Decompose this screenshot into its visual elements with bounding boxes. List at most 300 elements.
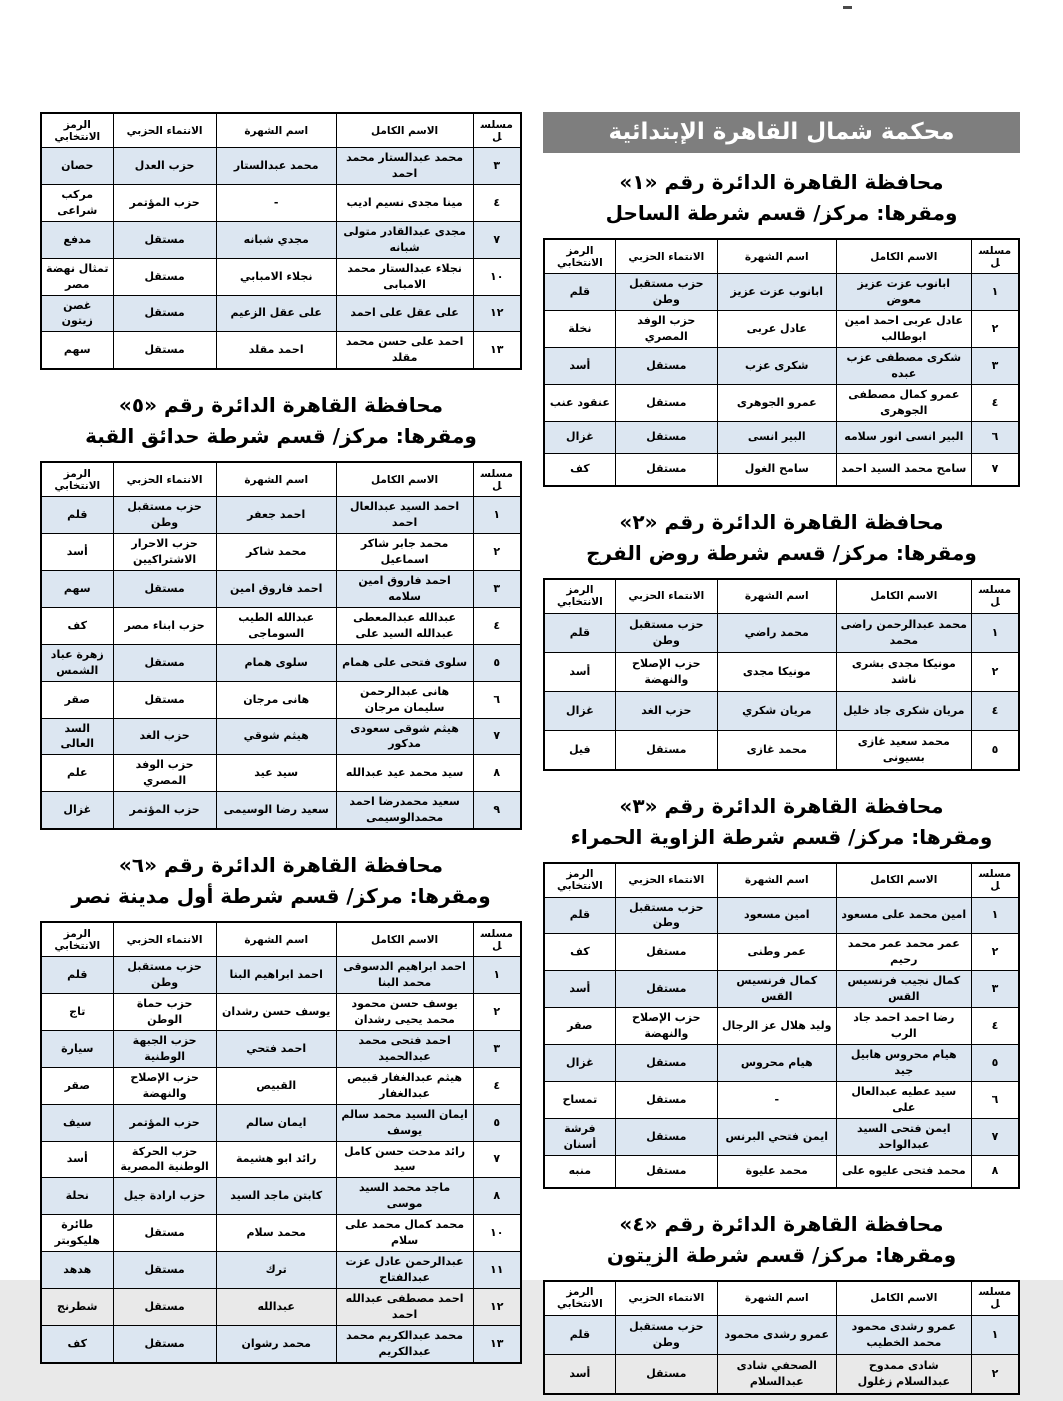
cell-known-name: ايمان سالم [216, 1104, 336, 1141]
cell-full-name: ابانوب عزت عزيز معوض [836, 274, 971, 311]
cell-party: حزب المؤتمر [113, 1104, 216, 1141]
cell-party: مستقل [615, 1118, 717, 1155]
cell-party: مستقل [615, 421, 717, 453]
col-header-symbol: الرمز الانتخابي [41, 922, 113, 957]
cell-serial: ٥ [972, 1045, 1020, 1082]
district-1-title-line2: ومقرها: مركز/ قسم شرطة الساحل [605, 201, 958, 225]
candidate-row [544, 1045, 1019, 1082]
candidate-row [544, 453, 1019, 486]
cell-symbol: سهم [41, 571, 113, 608]
col-header-serial: مسلسل [972, 863, 1020, 898]
candidate-row [544, 384, 1019, 421]
cell-full-name: البير انسى انور سلامه [836, 421, 971, 453]
cell-party: مستقل [615, 1081, 717, 1118]
cell-party: مستقل [615, 1155, 717, 1188]
cell-full-name: امين محمد على مسعود [836, 897, 971, 934]
district-1-title-line1: محافظة القاهرة الدائرة رقم «١» [619, 170, 944, 194]
table-header-row [544, 863, 1019, 898]
cell-serial: ١٢ [473, 295, 521, 332]
cell-symbol: قلم [544, 1315, 615, 1354]
cell-known-name: الصحفي شادى عبدالسلام [717, 1354, 836, 1394]
cell-symbol: قلم [41, 957, 113, 994]
cell-symbol: فرشة أسنان [544, 1118, 615, 1155]
cell-serial: ٢ [473, 994, 521, 1031]
cell-full-name: ايمن فتحى السيد عبدالواحد [836, 1118, 971, 1155]
cell-party: حزب مستقبل وطن [615, 1315, 717, 1354]
table-header-row [544, 239, 1019, 274]
cell-symbol: نخلة [544, 310, 615, 347]
cell-symbol: سيف [41, 1104, 113, 1141]
col-header-full-name: الاسم الكامل [836, 239, 971, 274]
cell-serial: ٨ [972, 1155, 1020, 1188]
candidate-row [41, 1215, 521, 1252]
cell-known-name: محمد شاكر [216, 534, 336, 571]
district-3-table [543, 862, 1020, 1189]
cell-serial: ٤ [473, 184, 521, 221]
cell-known-name: مريان شكري [717, 691, 836, 730]
cell-known-name: عمر وطنى [717, 934, 836, 971]
candidate-row [544, 897, 1019, 934]
cell-party: حزب ابناء مصر [113, 607, 216, 644]
cell-full-name: هانى عبدالرحمن سليمان مرجان [336, 681, 473, 718]
cell-full-name: محمد فتحى عليوه على [836, 1155, 971, 1188]
cell-known-name: احمد فتحي [216, 1030, 336, 1067]
district-5-title [40, 390, 522, 452]
cell-known-name: محمد رشوان [216, 1325, 336, 1362]
cell-known-name: على عقل الزعيم [216, 295, 336, 332]
cell-symbol: غزال [544, 421, 615, 453]
cell-serial: ٤ [473, 1067, 521, 1104]
cell-full-name: احمد على حسن محمد مقلد [336, 332, 473, 369]
col-header-serial: مسلسل [473, 462, 521, 497]
candidate-row [544, 934, 1019, 971]
district-3-title [543, 791, 1020, 853]
cell-symbol: منبه [544, 1155, 615, 1188]
candidate-row [41, 497, 521, 534]
cell-full-name: احمد مصطفى عبدالله احمد [336, 1289, 473, 1326]
cell-full-name: احمد فتحى محمد عبدالحميد [336, 1030, 473, 1067]
cell-party: حزب الجبهة الوطنية [113, 1030, 216, 1067]
col-header-full-name: الاسم الكامل [836, 579, 971, 614]
cell-known-name: محمد سلام [216, 1215, 336, 1252]
cell-serial: ١ [473, 957, 521, 994]
candidate-row [41, 1289, 521, 1326]
candidate-row [41, 1104, 521, 1141]
cell-symbol: هدهد [41, 1252, 113, 1289]
cell-party: حزب ارادة جيل [113, 1178, 216, 1215]
cell-party: حزب مستقبل وطن [615, 897, 717, 934]
cell-known-name: عبدالله الطيب السوماجى [216, 607, 336, 644]
cell-known-name: كمال فرنسيس القس [717, 971, 836, 1008]
cell-known-name: محمد راضي [717, 613, 836, 652]
cell-full-name: مجدى عبدالقادر متولى شبانه [336, 221, 473, 258]
candidate-row [544, 1354, 1019, 1394]
cell-known-name: هانى مرجان [216, 681, 336, 718]
cell-known-name: احمد ابراهيم البنا [216, 957, 336, 994]
col-header-party: الانتماء الحزبي [615, 1281, 717, 1316]
candidate-row [41, 534, 521, 571]
cell-party: حزب المؤتمر [113, 184, 216, 221]
col-header-symbol: الرمز الانتخابي [544, 863, 615, 898]
col-header-symbol: الرمز الانتخابي [41, 462, 113, 497]
cell-known-name: - [216, 184, 336, 221]
district-2-title-line1: محافظة القاهرة الدائرة رقم «٢» [619, 509, 944, 534]
district-2-title [543, 507, 1020, 569]
district-2-title-line2: ومقرها: مركز/ قسم شرطة روض الفرج [586, 540, 977, 565]
candidate-row [41, 571, 521, 608]
cell-full-name: محمد سعيد غازى بسيونى [836, 730, 971, 770]
candidate-row [544, 347, 1019, 384]
col-header-full-name: الاسم الكامل [336, 113, 473, 148]
cell-full-name: محمد جابر شاكر اسماعيل [336, 534, 473, 571]
cell-full-name: كمال نجيب فرنسيس القس [836, 971, 971, 1008]
cell-serial: ٧ [473, 1141, 521, 1178]
cell-party: مستقل [113, 221, 216, 258]
cell-serial: ١١ [473, 1252, 521, 1289]
candidate-row [544, 1008, 1019, 1045]
cell-serial: ٦ [972, 421, 1020, 453]
cell-symbol: مدفع [41, 221, 113, 258]
cell-party: مستقل [615, 347, 717, 384]
cell-full-name: سيد محمد عيد عبدالله [336, 755, 473, 792]
cell-party: حزب العدل [113, 148, 216, 185]
cell-known-name: سعيد رضا الوسيمى [216, 792, 336, 829]
cell-party: حزب الوفد المصري [615, 310, 717, 347]
cell-serial: ٣ [473, 1030, 521, 1067]
cell-party: حزب الغد [113, 718, 216, 755]
cell-symbol: كف [41, 1325, 113, 1362]
candidate-row [544, 1315, 1019, 1354]
cell-serial: ٣ [473, 571, 521, 608]
cell-serial: ٣ [473, 148, 521, 185]
cell-known-name: ابانوب عزت عزيز [717, 274, 836, 311]
cell-full-name: نجلاء عبدالستار محمد الامبابى [336, 258, 473, 295]
cell-full-name: يوسف حسن محمود محمد يحيى رشدان [336, 994, 473, 1031]
right-column [543, 112, 1020, 1401]
candidate-row [41, 148, 521, 185]
cell-full-name: مريان شكرى جاد خليل [836, 691, 971, 730]
candidate-row [41, 1067, 521, 1104]
col-header-serial: مسلسل [972, 1281, 1020, 1316]
cell-known-name: محمد عليوة [717, 1155, 836, 1188]
candidate-row [41, 755, 521, 792]
candidate-row [544, 274, 1019, 311]
col-header-known-name: اسم الشهرة [717, 239, 836, 274]
candidate-row [544, 421, 1019, 453]
cell-known-name: عمرو رشدى محمود [717, 1315, 836, 1354]
district-1-title [543, 167, 1020, 229]
cell-full-name: رضا احمد احمد جاد الرب [836, 1008, 971, 1045]
candidate-row [41, 1030, 521, 1067]
candidate-row [41, 644, 521, 681]
cell-symbol: أسد [41, 534, 113, 571]
candidate-row [41, 607, 521, 644]
cell-party: مستقل [113, 1289, 216, 1326]
cell-serial: ١٣ [473, 1325, 521, 1362]
cell-party: حزب مستقبل وطن [615, 613, 717, 652]
cell-symbol: غصن زيتون [41, 295, 113, 332]
candidate-row [544, 613, 1019, 652]
district-5-title-line2: ومقرها: مركز/ قسم شرطة حدائق القبة [85, 424, 477, 449]
cell-serial: ٥ [972, 730, 1020, 770]
cell-symbol: أسد [544, 347, 615, 384]
court-header-banner: محكمة شمال القاهرة الإبتدائية [543, 112, 1020, 153]
cell-symbol: علم [41, 755, 113, 792]
cell-party: مستقل [615, 730, 717, 770]
cell-party: مستقل [113, 1325, 216, 1362]
candidate-row [41, 1252, 521, 1289]
cell-symbol: غزال [41, 792, 113, 829]
cell-party: مستقل [615, 1045, 717, 1082]
cell-party: حزب حماة الوطن [113, 994, 216, 1031]
cell-serial: ٢ [972, 934, 1020, 971]
cell-symbol: غزال [544, 1045, 615, 1082]
candidate-row [41, 221, 521, 258]
cell-symbol: تاج [41, 994, 113, 1031]
cell-known-name: محمد عبدالستار [216, 148, 336, 185]
cell-serial: ٧ [473, 718, 521, 755]
district-6-title-line1: محافظة القاهرة الدائرة رقم «٦» [118, 853, 444, 878]
cell-serial: ٤ [972, 691, 1020, 730]
cell-full-name: هيثم عبدالغفار قبيص عبدالغفار [336, 1067, 473, 1104]
candidate-row [41, 718, 521, 755]
cell-symbol: قلم [544, 897, 615, 934]
col-header-symbol: الرمز الانتخابي [544, 1281, 615, 1316]
cell-party: مستقل [113, 295, 216, 332]
cell-party: مستقل [615, 384, 717, 421]
cell-known-name: محمد غازى [717, 730, 836, 770]
cell-party: حزب الحركة الوطنية المصرية [113, 1141, 216, 1178]
cell-serial: ٢ [972, 1354, 1020, 1394]
candidate-row [544, 652, 1019, 691]
candidate-row [544, 730, 1019, 770]
cell-symbol: سيارة [41, 1030, 113, 1067]
district-6-table [40, 921, 522, 1364]
cell-serial: ٥ [473, 644, 521, 681]
cell-full-name: احمد ابراهيم الدسوقى محمد البنا [336, 957, 473, 994]
district-4-title [543, 1209, 1020, 1271]
cell-party: حزب الاحرار الاشتراكيين [113, 534, 216, 571]
cell-party: مستقل [615, 934, 717, 971]
cell-full-name: عبدالله عبدالمعطى عبدالله السيد على [336, 607, 473, 644]
candidate-row [41, 295, 521, 332]
col-header-party: الانتماء الحزبي [113, 922, 216, 957]
cell-full-name: سامح محمد السيد احمد [836, 453, 971, 486]
cell-full-name: محمد عبدالستار محمد احمد [336, 148, 473, 185]
cell-party: حزب الغد [615, 691, 717, 730]
cell-party: حزب الوفد المصري [113, 755, 216, 792]
cell-symbol: غزال [544, 691, 615, 730]
cell-known-name: كابتن ماجد السيد [216, 1178, 336, 1215]
cell-symbol: أسد [41, 1141, 113, 1178]
col-header-serial: مسلسل [473, 922, 521, 957]
cell-symbol: تمساح [544, 1081, 615, 1118]
cell-known-name: مونيكا مجدى [717, 652, 836, 691]
col-header-full-name: الاسم الكامل [836, 1281, 971, 1316]
cell-symbol: تمثال نهضة مصر [41, 258, 113, 295]
col-header-known-name: اسم الشهرة [717, 579, 836, 614]
scan-artifact-mark [843, 6, 852, 9]
cell-known-name: هيام محروس [717, 1045, 836, 1082]
col-header-symbol: الرمز الانتخابي [544, 239, 615, 274]
col-header-party: الانتماء الحزبي [615, 239, 717, 274]
cell-known-name: احمد فاروق امين [216, 571, 336, 608]
cell-full-name: ماجد محمد السيد موسى [336, 1178, 473, 1215]
candidate-row [544, 310, 1019, 347]
cell-serial: ١ [473, 497, 521, 534]
cell-symbol: كف [544, 453, 615, 486]
cell-serial: ٧ [473, 221, 521, 258]
cell-known-name: وليد هلال عز الرجال [717, 1008, 836, 1045]
candidate-row [41, 1325, 521, 1362]
cell-full-name: محمد عبدالكريم محمد عبدالكريم [336, 1325, 473, 1362]
cell-symbol: أسد [544, 1354, 615, 1394]
district-3-title-line1: محافظة القاهرة الدائرة رقم «٣» [619, 793, 944, 818]
cell-known-name: البير انسى [717, 421, 836, 453]
district-4-table [543, 1280, 1020, 1395]
cell-known-name: احمد جعفر [216, 497, 336, 534]
cell-party: حزب الإصلاح والنهضة [113, 1067, 216, 1104]
col-header-symbol: الرمز الانتخابي [41, 113, 113, 148]
cell-full-name: سعيد محمدرضا احمد محمدالوسيمى [336, 792, 473, 829]
district-6-title [40, 850, 522, 912]
candidate-row [41, 184, 521, 221]
cell-known-name: مجدي شبانه [216, 221, 336, 258]
cell-serial: ١٠ [473, 258, 521, 295]
candidate-row [544, 1081, 1019, 1118]
cell-known-name: ترك [216, 1252, 336, 1289]
cell-serial: ١ [972, 274, 1020, 311]
cell-full-name: عمر محمد عمر محمد رحيم [836, 934, 971, 971]
cell-symbol: فيل [544, 730, 615, 770]
cell-symbol: قلم [544, 274, 615, 311]
cell-full-name: شادى ممدوح عبدالسلام زغلول [836, 1354, 971, 1394]
cell-party: مستقل [615, 971, 717, 1008]
district-5-title-line1: محافظة القاهرة الدائرة رقم «٥» [118, 393, 444, 418]
col-header-full-name: الاسم الكامل [336, 462, 473, 497]
cell-serial: ٨ [473, 1178, 521, 1215]
col-header-known-name: اسم الشهرة [216, 113, 336, 148]
col-header-symbol: الرمز الانتخابي [544, 579, 615, 614]
cell-serial: ٧ [972, 1118, 1020, 1155]
cell-known-name: يوسف حسن رشدان [216, 994, 336, 1031]
col-header-party: الانتماء الحزبي [113, 462, 216, 497]
cell-serial: ٢ [473, 534, 521, 571]
cell-symbol: قلم [544, 613, 615, 652]
cell-party: حزب المؤتمر [113, 792, 216, 829]
cell-serial: ٢ [972, 652, 1020, 691]
candidate-row [544, 1118, 1019, 1155]
col-header-full-name: الاسم الكامل [836, 863, 971, 898]
col-header-serial: مسلسل [972, 239, 1020, 274]
cell-serial: ٤ [473, 607, 521, 644]
cell-party: مستقل [113, 681, 216, 718]
cell-serial: ٩ [473, 792, 521, 829]
cell-full-name: سلوى فتحى على همام [336, 644, 473, 681]
cell-party: مستقل [113, 258, 216, 295]
cell-full-name: عمرو رشدى محمود محمد الخطيب [836, 1315, 971, 1354]
col-header-known-name: اسم الشهرة [216, 922, 336, 957]
cell-full-name: مونيكا مجدى بشرى ناشد [836, 652, 971, 691]
cell-full-name: سيد عطيه عبدالعال على [836, 1081, 971, 1118]
cell-party: مستقل [113, 1215, 216, 1252]
cell-symbol: صقر [41, 681, 113, 718]
candidate-row [544, 971, 1019, 1008]
cell-serial: ٦ [473, 681, 521, 718]
cell-symbol: حصان [41, 148, 113, 185]
cell-full-name: هيام محروس هابيل جيد [836, 1045, 971, 1082]
col-header-known-name: اسم الشهرة [216, 462, 336, 497]
cell-party: حزب الإصلاح والنهضة [615, 1008, 717, 1045]
cell-symbol: مركب شراعى [41, 184, 113, 221]
cell-known-name: امين مسعود [717, 897, 836, 934]
cell-symbol: السد العالى [41, 718, 113, 755]
cell-party: حزب مستقبل وطن [113, 957, 216, 994]
cell-serial: ٥ [473, 1104, 521, 1141]
cell-serial: ٣ [972, 347, 1020, 384]
candidate-row [41, 681, 521, 718]
cell-party: مستقل [113, 644, 216, 681]
col-header-party: الانتماء الحزبي [113, 113, 216, 148]
cell-serial: ١ [972, 1315, 1020, 1354]
cell-known-name: عمرو الجوهرى [717, 384, 836, 421]
district-5-table [40, 461, 522, 830]
cell-symbol: كف [544, 934, 615, 971]
candidate-row [41, 1141, 521, 1178]
cell-known-name: ايمن فتحي البرنس [717, 1118, 836, 1155]
cell-symbol: نحلة [41, 1178, 113, 1215]
cell-serial: ٦ [972, 1081, 1020, 1118]
col-header-serial: مسلسل [473, 113, 521, 148]
district-4-title-line1: محافظة القاهرة الدائرة رقم «٤» [619, 1211, 944, 1236]
continuation-table [40, 112, 522, 370]
cell-full-name: احمد فاروق امين سلامه [336, 571, 473, 608]
cell-symbol: زهرة عباد الشمس [41, 644, 113, 681]
col-header-known-name: اسم الشهرة [717, 863, 836, 898]
cell-known-name: - [717, 1081, 836, 1118]
cell-party: مستقل [615, 453, 717, 486]
cell-full-name: احمد السيد عبدالعال احمد [336, 497, 473, 534]
cell-known-name: عادل عربى [717, 310, 836, 347]
candidate-row [41, 1178, 521, 1215]
cell-symbol: كف [41, 607, 113, 644]
cell-symbol: عنقود عنب [544, 384, 615, 421]
cell-full-name: محمد عبدالرحمن راضى محمد [836, 613, 971, 652]
candidate-row [41, 792, 521, 829]
cell-party: حزب مستقبل وطن [113, 497, 216, 534]
cell-party: حزب مستقبل وطن [615, 274, 717, 311]
cell-serial: ١٠ [473, 1215, 521, 1252]
cell-known-name: هيثم شوقي [216, 718, 336, 755]
table-header-row [544, 1281, 1019, 1316]
cell-party: مستقل [113, 332, 216, 369]
cell-party: مستقل [113, 571, 216, 608]
cell-known-name: احمد مقلد [216, 332, 336, 369]
cell-symbol: صقر [41, 1067, 113, 1104]
cell-party: مستقل [113, 1252, 216, 1289]
district-3-title-line2: ومقرها: مركز/ قسم شرطة الزاوية الحمراء [570, 824, 993, 849]
cell-serial: ١٣ [473, 332, 521, 369]
cell-known-name: رائد ابو هشيمة [216, 1141, 336, 1178]
cell-serial: ٤ [972, 384, 1020, 421]
cell-known-name: شكرى عزب [717, 347, 836, 384]
cell-symbol: شطرنج [41, 1289, 113, 1326]
district-2-table [543, 578, 1020, 771]
cell-party: حزب الإصلاح والنهضة [615, 652, 717, 691]
cell-full-name: شكرى مصطفى عزب عبده [836, 347, 971, 384]
table-header-row [41, 922, 521, 957]
candidate-row [41, 332, 521, 369]
